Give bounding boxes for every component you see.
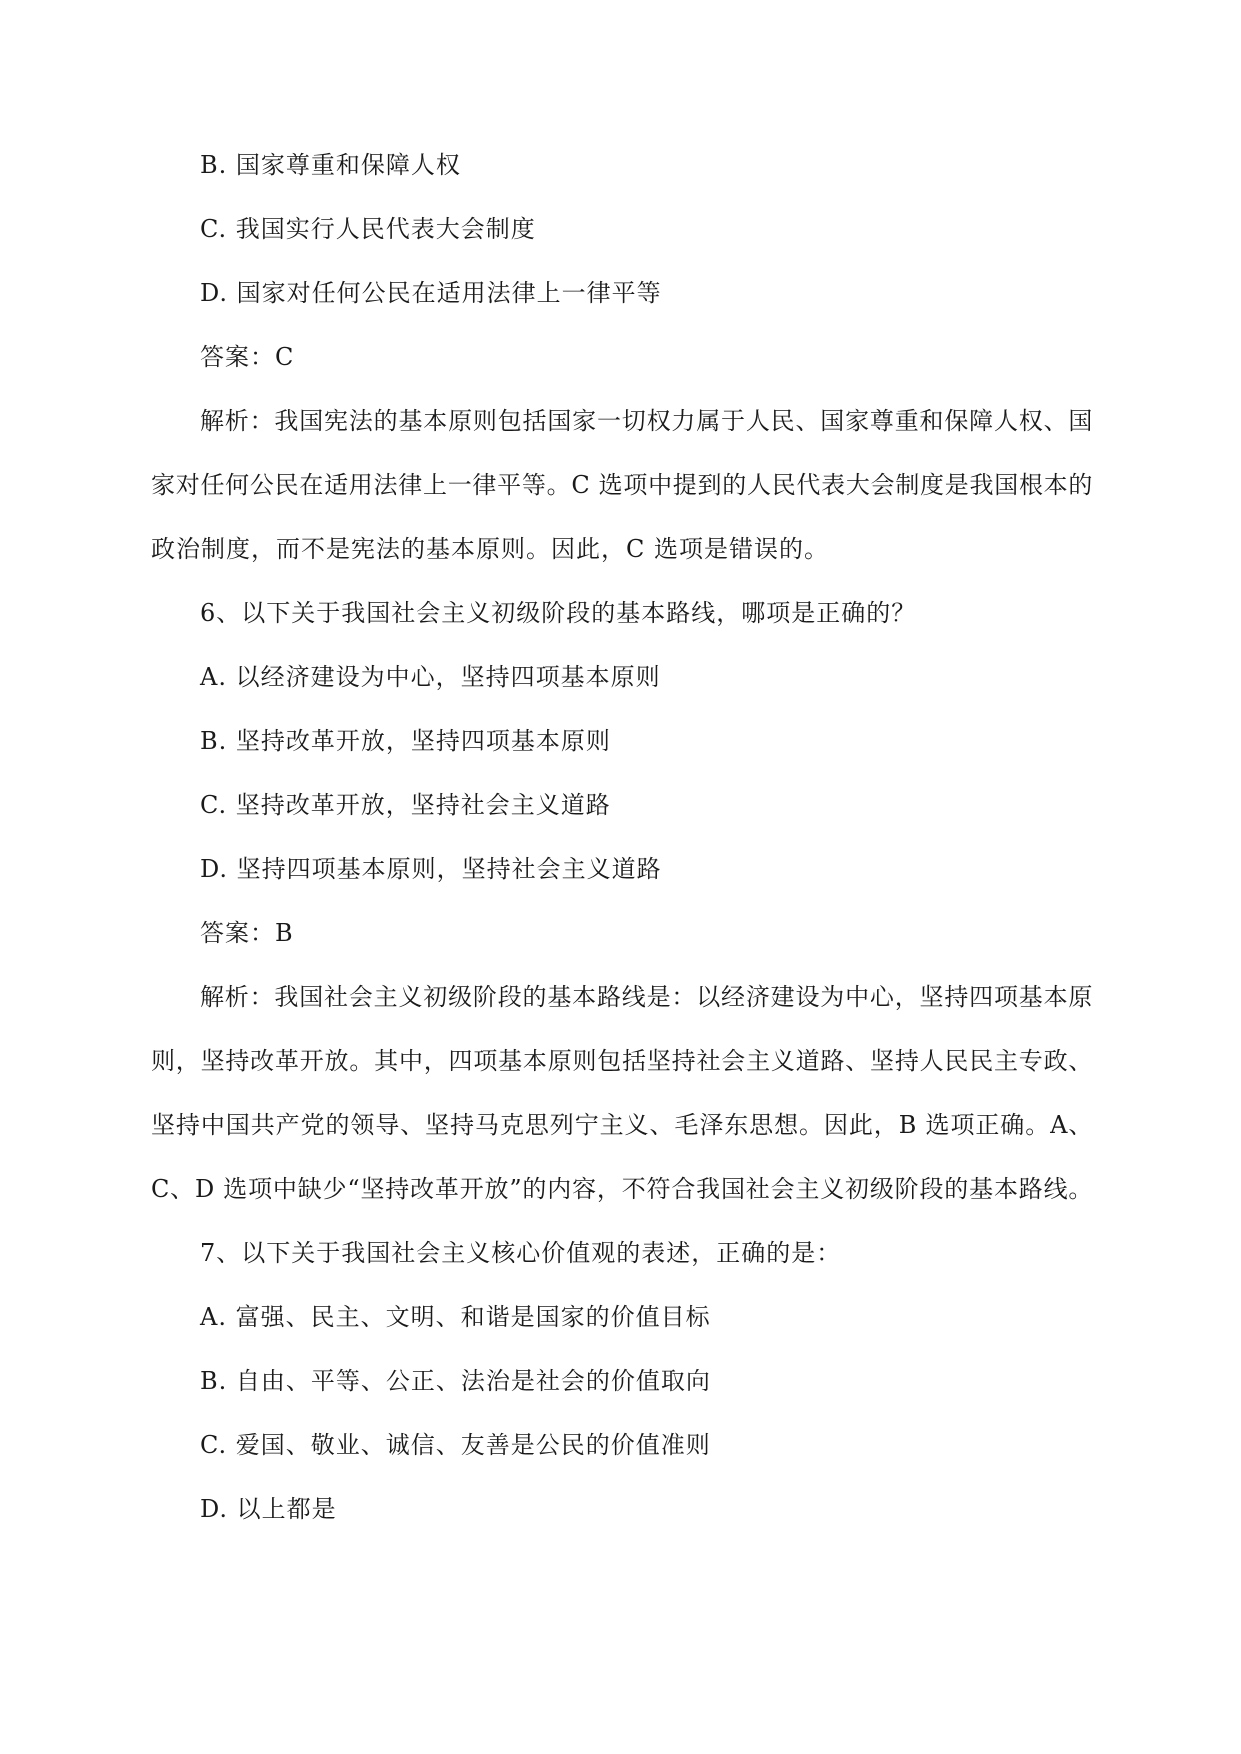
q6-question: 6、以下关于我国社会主义初级阶段的基本路线，哪项是正确的？ [200, 599, 917, 627]
q5-explanation-line-3: 政治制度，而不是宪法的基本原则。因此，C 选项是错误的。 [151, 535, 829, 563]
q6-explanation-line-1: 解析：我国社会主义初级阶段的基本路线是：以经济建设为中心，坚持四项基本原 [200, 983, 1093, 1011]
q5-explanation-line-1: 解析：我国宪法的基本原则包括国家一切权力属于人民、国家尊重和保障人权、国 [200, 407, 1093, 435]
q6-explanation-line-2: 则，坚持改革开放。其中，四项基本原则包括坚持社会主义道路、坚持人民民主专政、 [151, 1047, 1093, 1075]
q6-option-a: A. 以经济建设为中心，坚持四项基本原则 [200, 663, 661, 691]
q6-option-b: B. 坚持改革开放，坚持四项基本原则 [200, 727, 611, 755]
q5-option-c: C. 我国实行人民代表大会制度 [200, 215, 536, 243]
q6-option-c: C. 坚持改革开放，坚持社会主义道路 [200, 791, 611, 819]
q5-option-b: B. 国家尊重和保障人权 [200, 151, 461, 179]
q7-option-a: A. 富强、民主、文明、和谐是国家的价值目标 [200, 1303, 711, 1331]
q5-option-d: D. 国家对任何公民在适用法律上一律平等 [200, 279, 662, 307]
q6-explanation-line-4: C、D 选项中缺少“坚持改革开放”的内容，不符合我国社会主义初级阶段的基本路线。 [151, 1175, 1093, 1203]
q7-question: 7、以下关于我国社会主义核心价值观的表述，正确的是： [200, 1239, 842, 1267]
q7-option-b: B. 自由、平等、公正、法治是社会的价值取向 [200, 1367, 711, 1395]
q5-answer: 答案：C [200, 343, 295, 371]
q6-option-d: D. 坚持四项基本原则，坚持社会主义道路 [200, 855, 662, 883]
q7-option-d: D. 以上都是 [200, 1495, 337, 1523]
q6-answer: 答案：B [200, 919, 294, 947]
q6-explanation-line-3: 坚持中国共产党的领导、坚持马克思列宁主义、毛泽东思想。因此，B 选项正确。A、 [151, 1111, 1093, 1139]
q5-explanation-line-2: 家对任何公民在适用法律上一律平等。C 选项中提到的人民代表大会制度是我国根本的 [151, 471, 1093, 499]
q7-option-c: C. 爱国、敬业、诚信、友善是公民的价值准则 [200, 1431, 711, 1459]
